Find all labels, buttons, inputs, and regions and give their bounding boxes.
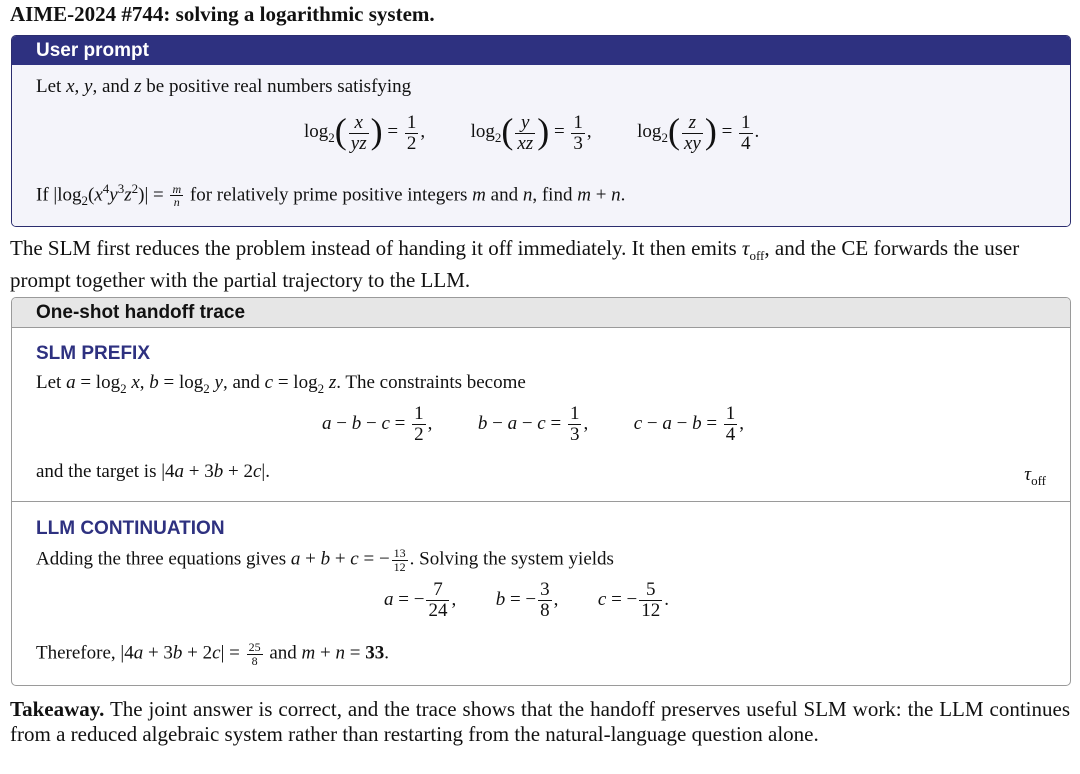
page-title: AIME-2024 #744: solving a logarithmic system. — [10, 2, 435, 26]
slm-prefix-label: SLM PREFIX — [36, 343, 151, 364]
llm-solution-a: a = − $\frac{7}{24}$ , — [384, 579, 457, 621]
llm-solution-b: b = − $\frac{3}{8}$ , — [495, 579, 559, 621]
handoff-trace-header: One-shot handoff trace — [12, 298, 1070, 328]
prompt-question: If $|\log_2(x^4y^3z^2)|$ = $\frac{m}{n}$ for relatively prime positive integers m and n, find m + n. — [36, 181, 626, 210]
slm-intro: Let $a = \log_2 x$, $b = \log_2 y$, and $c = \log_2 z$. The constraints become — [36, 372, 526, 396]
slm-target: and the target is |4a + 3b + 2c|. — [36, 461, 270, 482]
section-divider — [12, 501, 1070, 502]
explanation-paragraph: The SLM first reduces the problem instead of handing it off immediately. It then emits $\tau_{off}$, and the CE forwards the user prompt together with the partial trajectory to the LLM. — [10, 236, 1020, 293]
user-prompt-body — [12, 65, 1070, 226]
llm-continuation-label: LLM CONTINUATION — [36, 518, 225, 539]
slm-equation-1: a − b − c = $\frac{1}{2}$ , — [322, 403, 433, 445]
prompt-equations — [304, 112, 759, 154]
prompt-intro: Let x, y, and z be positive real numbers satisfying — [36, 76, 412, 97]
llm-intro: Adding the three equations gives a + b + c = − $\frac{13}{12}$ . Solving the system yields — [36, 546, 614, 574]
slm-equation-3: c − a − b = $\frac{1}{4}$ , — [633, 403, 745, 445]
prompt-equation-3: $\log_2$( $\frac{z}{xy}$ ) = $\frac{1}{4}$ . — [637, 111, 760, 154]
llm-solution-c: c = − $\frac{5}{12}$ . — [597, 579, 669, 621]
user-prompt-header: User prompt — [12, 36, 1070, 65]
handoff-trace-box — [11, 297, 1071, 686]
user-prompt-box — [11, 35, 1071, 227]
slm-equations — [322, 404, 744, 445]
prompt-equation-2: $\log_2$( $\frac{y}{xz}$ ) = $\frac{1}{3}$ , — [470, 111, 592, 154]
takeaway-text: The joint answer is correct, and the trace shows that the handoff preserves useful SLM work: the LLM continues from a reduced algebraic system rather than restarting from the natural-language question alone. — [10, 697, 1070, 746]
llm-result: Therefore, |4a + 3b + 2c| = $\frac{25}{8}$ and m + n = 33. — [36, 640, 389, 668]
tau-off-marker: $\tau_{off}$ — [1024, 464, 1046, 488]
prompt-equation-1: $\log_2$( $\frac{x}{yz}$ ) = $\frac{1}{2}$ , — [304, 111, 426, 154]
llm-solutions — [384, 580, 669, 621]
slm-equation-2: b − a − c = $\frac{1}{3}$ , — [477, 403, 589, 445]
takeaway-paragraph — [10, 697, 1070, 747]
takeaway-label: Takeaway. — [10, 697, 105, 721]
